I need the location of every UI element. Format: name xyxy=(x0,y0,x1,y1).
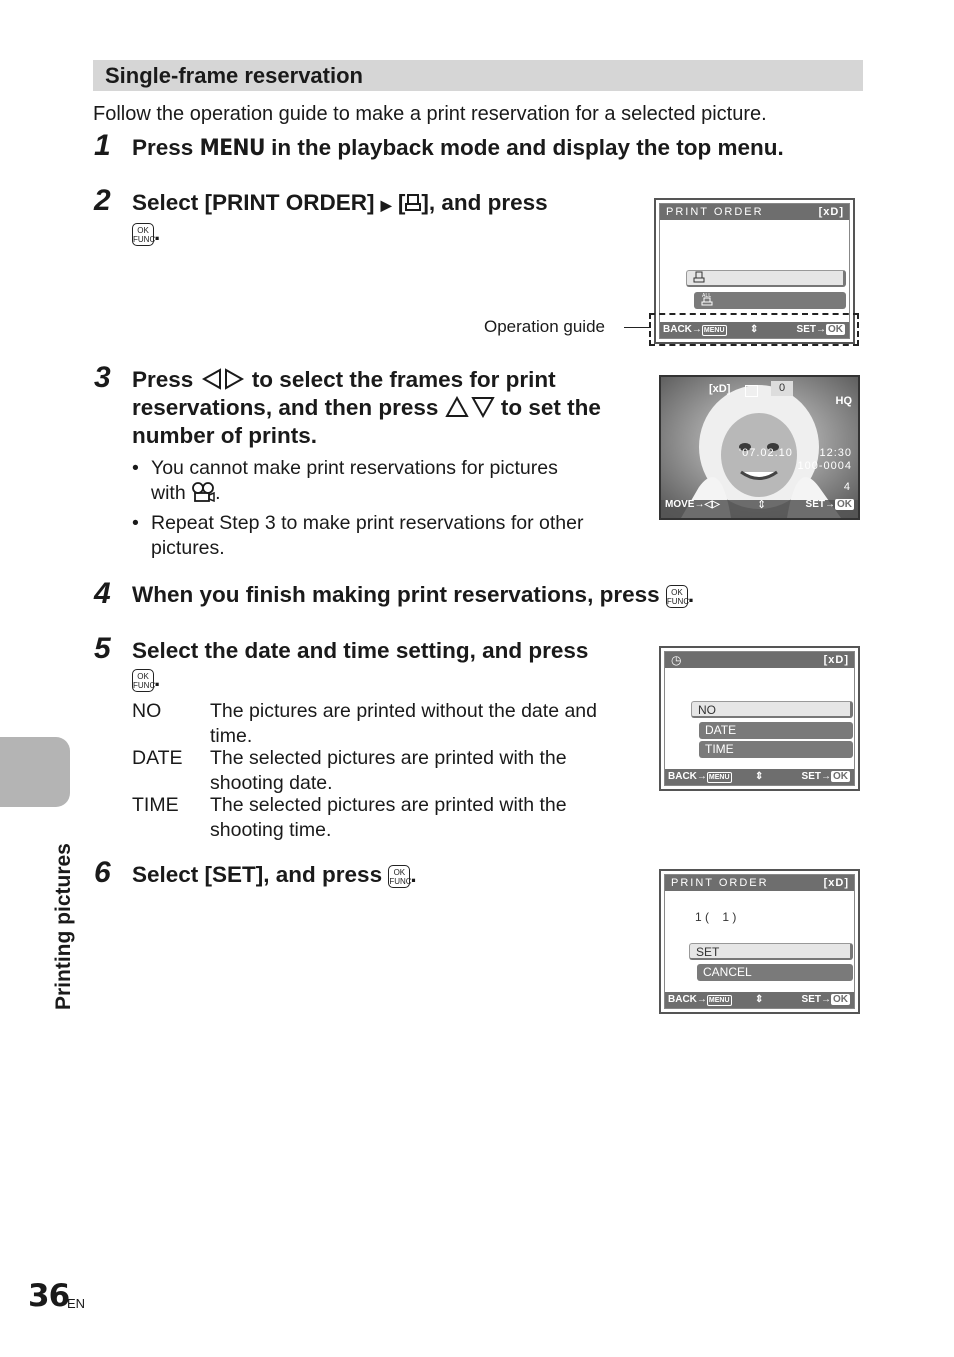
ok-func-button-icon: OK FUNC xyxy=(132,223,154,246)
ok-func-button-icon: OK FUNC xyxy=(132,669,154,692)
step-5-number: 5 xyxy=(94,632,111,665)
screen2-media: [xD] xyxy=(709,383,731,395)
step-2-post: ], and press xyxy=(421,190,548,215)
step-1-text xyxy=(132,134,784,162)
screen2-file: 100-0004 xyxy=(797,460,852,472)
screen1-option-allprint xyxy=(694,292,846,309)
screen2-set: SET→ OK xyxy=(805,499,852,510)
step-1-pre: Press xyxy=(132,135,200,160)
step-2-pre: Select [PRINT ORDER] xyxy=(132,190,381,215)
operation-guide-label: Operation guide xyxy=(484,317,605,336)
screen4-count-line: 1 ( 1 ) xyxy=(695,910,737,924)
ok-func-button-icon: OK FUNC xyxy=(388,865,410,888)
definition-date: DATE The selected pictures are printed with the shooting date. xyxy=(132,747,567,794)
screen2-count: 0 xyxy=(771,381,793,396)
left-right-arrows-icon xyxy=(200,367,246,392)
updown-icon: ⇕ xyxy=(755,994,764,1005)
updown-icon: ⇕ xyxy=(750,324,759,335)
section-title: Single-frame reservation xyxy=(105,63,363,88)
svg-text:ALL: ALL xyxy=(702,293,711,299)
step-3-text: Press to select the frames for print reservations, and then press to set the number of prints. xyxy=(132,367,601,448)
screen4-footer: BACK→ MENU ⇕ SET→ OK xyxy=(665,992,854,1008)
step-1-number: 1 xyxy=(94,129,111,162)
operation-guide-leader xyxy=(624,327,650,328)
screen1-header: PRINT ORDER [xD] xyxy=(660,204,849,220)
xd-card-icon: [xD] xyxy=(818,206,844,218)
screen4-option-cancel: CANCEL xyxy=(697,964,853,981)
step-3-bullet-1: You cannot make print reservations for pictures with . xyxy=(151,457,558,504)
camera-screen-photo xyxy=(659,375,860,520)
screen2-move: MOVE→◁▷ xyxy=(665,499,720,510)
page-language: EN xyxy=(67,1296,86,1311)
step-1-post: in the playback mode and display the top menu. xyxy=(264,135,784,160)
camera-screen-confirm xyxy=(659,869,860,1014)
screen1-option-print xyxy=(686,270,846,287)
page-number: 36 xyxy=(28,1278,70,1314)
step-3-number: 3 xyxy=(94,361,111,394)
definition-list xyxy=(132,699,652,840)
updown-icon: ⇕ xyxy=(755,771,764,782)
clock-icon: ◷ xyxy=(671,653,684,667)
intro-text: Follow the operation guide to make a print reservation for a selected picture. xyxy=(93,103,767,125)
definition-no: NO The pictures are printed without the date and time. xyxy=(132,700,597,747)
operation-guide-highlight xyxy=(649,313,859,346)
ok-func-button-icon: OK FUNC xyxy=(666,585,688,608)
chapter-tab xyxy=(0,737,70,807)
screen4-header: PRINT ORDER [xD] xyxy=(665,875,854,891)
step-3-bullet-2: Repeat Step 3 to make print reservations for other pictures. xyxy=(151,512,584,559)
screen3-option-time: TIME xyxy=(699,741,853,758)
definition-time: TIME The selected pictures are printed with the shooting time. xyxy=(132,794,567,841)
screen3-option-no: NO xyxy=(691,701,853,718)
screen3-header: ◷ [xD] xyxy=(665,652,854,668)
screen2-frame: 4 xyxy=(843,481,850,493)
step-6-number: 6 xyxy=(94,856,111,889)
step-4-text: When you finish making print reservations, press OK FUNC . xyxy=(132,582,695,607)
screen2-quality: HQ xyxy=(835,395,852,407)
arrow-right-icon: ▶ xyxy=(380,197,392,213)
step-2-mid: [ xyxy=(391,190,406,215)
screen2-time: 12:30 xyxy=(819,447,852,459)
screen3-option-date: DATE xyxy=(699,722,853,739)
menu-button-label: MENU xyxy=(199,135,265,161)
step-2-end: . xyxy=(154,220,161,245)
screen4-option-set: SET xyxy=(689,943,853,960)
step-6-text: Select [SET], and press OK FUNC . xyxy=(132,862,417,887)
print-icon xyxy=(405,190,421,215)
bullet-dot: • xyxy=(132,457,139,479)
up-down-arrows-icon xyxy=(445,395,495,420)
screen1-footer: BACK→ MENU ⇕ SET→ OK xyxy=(660,322,849,338)
screen2-date: '07.02.10 xyxy=(739,447,793,459)
updown-icon: ⇕ xyxy=(757,499,767,511)
screen3-footer: BACK→ MENU ⇕ SET→ OK xyxy=(665,769,854,785)
step-2-number: 2 xyxy=(94,184,111,217)
camera-screen-date-setting xyxy=(659,646,860,791)
movie-icon xyxy=(191,482,215,504)
bullet-dot: • xyxy=(132,512,139,534)
chapter-label: Printing pictures xyxy=(52,843,75,1010)
screen2-print-icon xyxy=(745,385,758,397)
step-4-number: 4 xyxy=(94,577,111,610)
step-5-text: Select the date and time setting, and press OK FUNC . xyxy=(132,638,589,691)
step-2-text xyxy=(132,189,622,247)
